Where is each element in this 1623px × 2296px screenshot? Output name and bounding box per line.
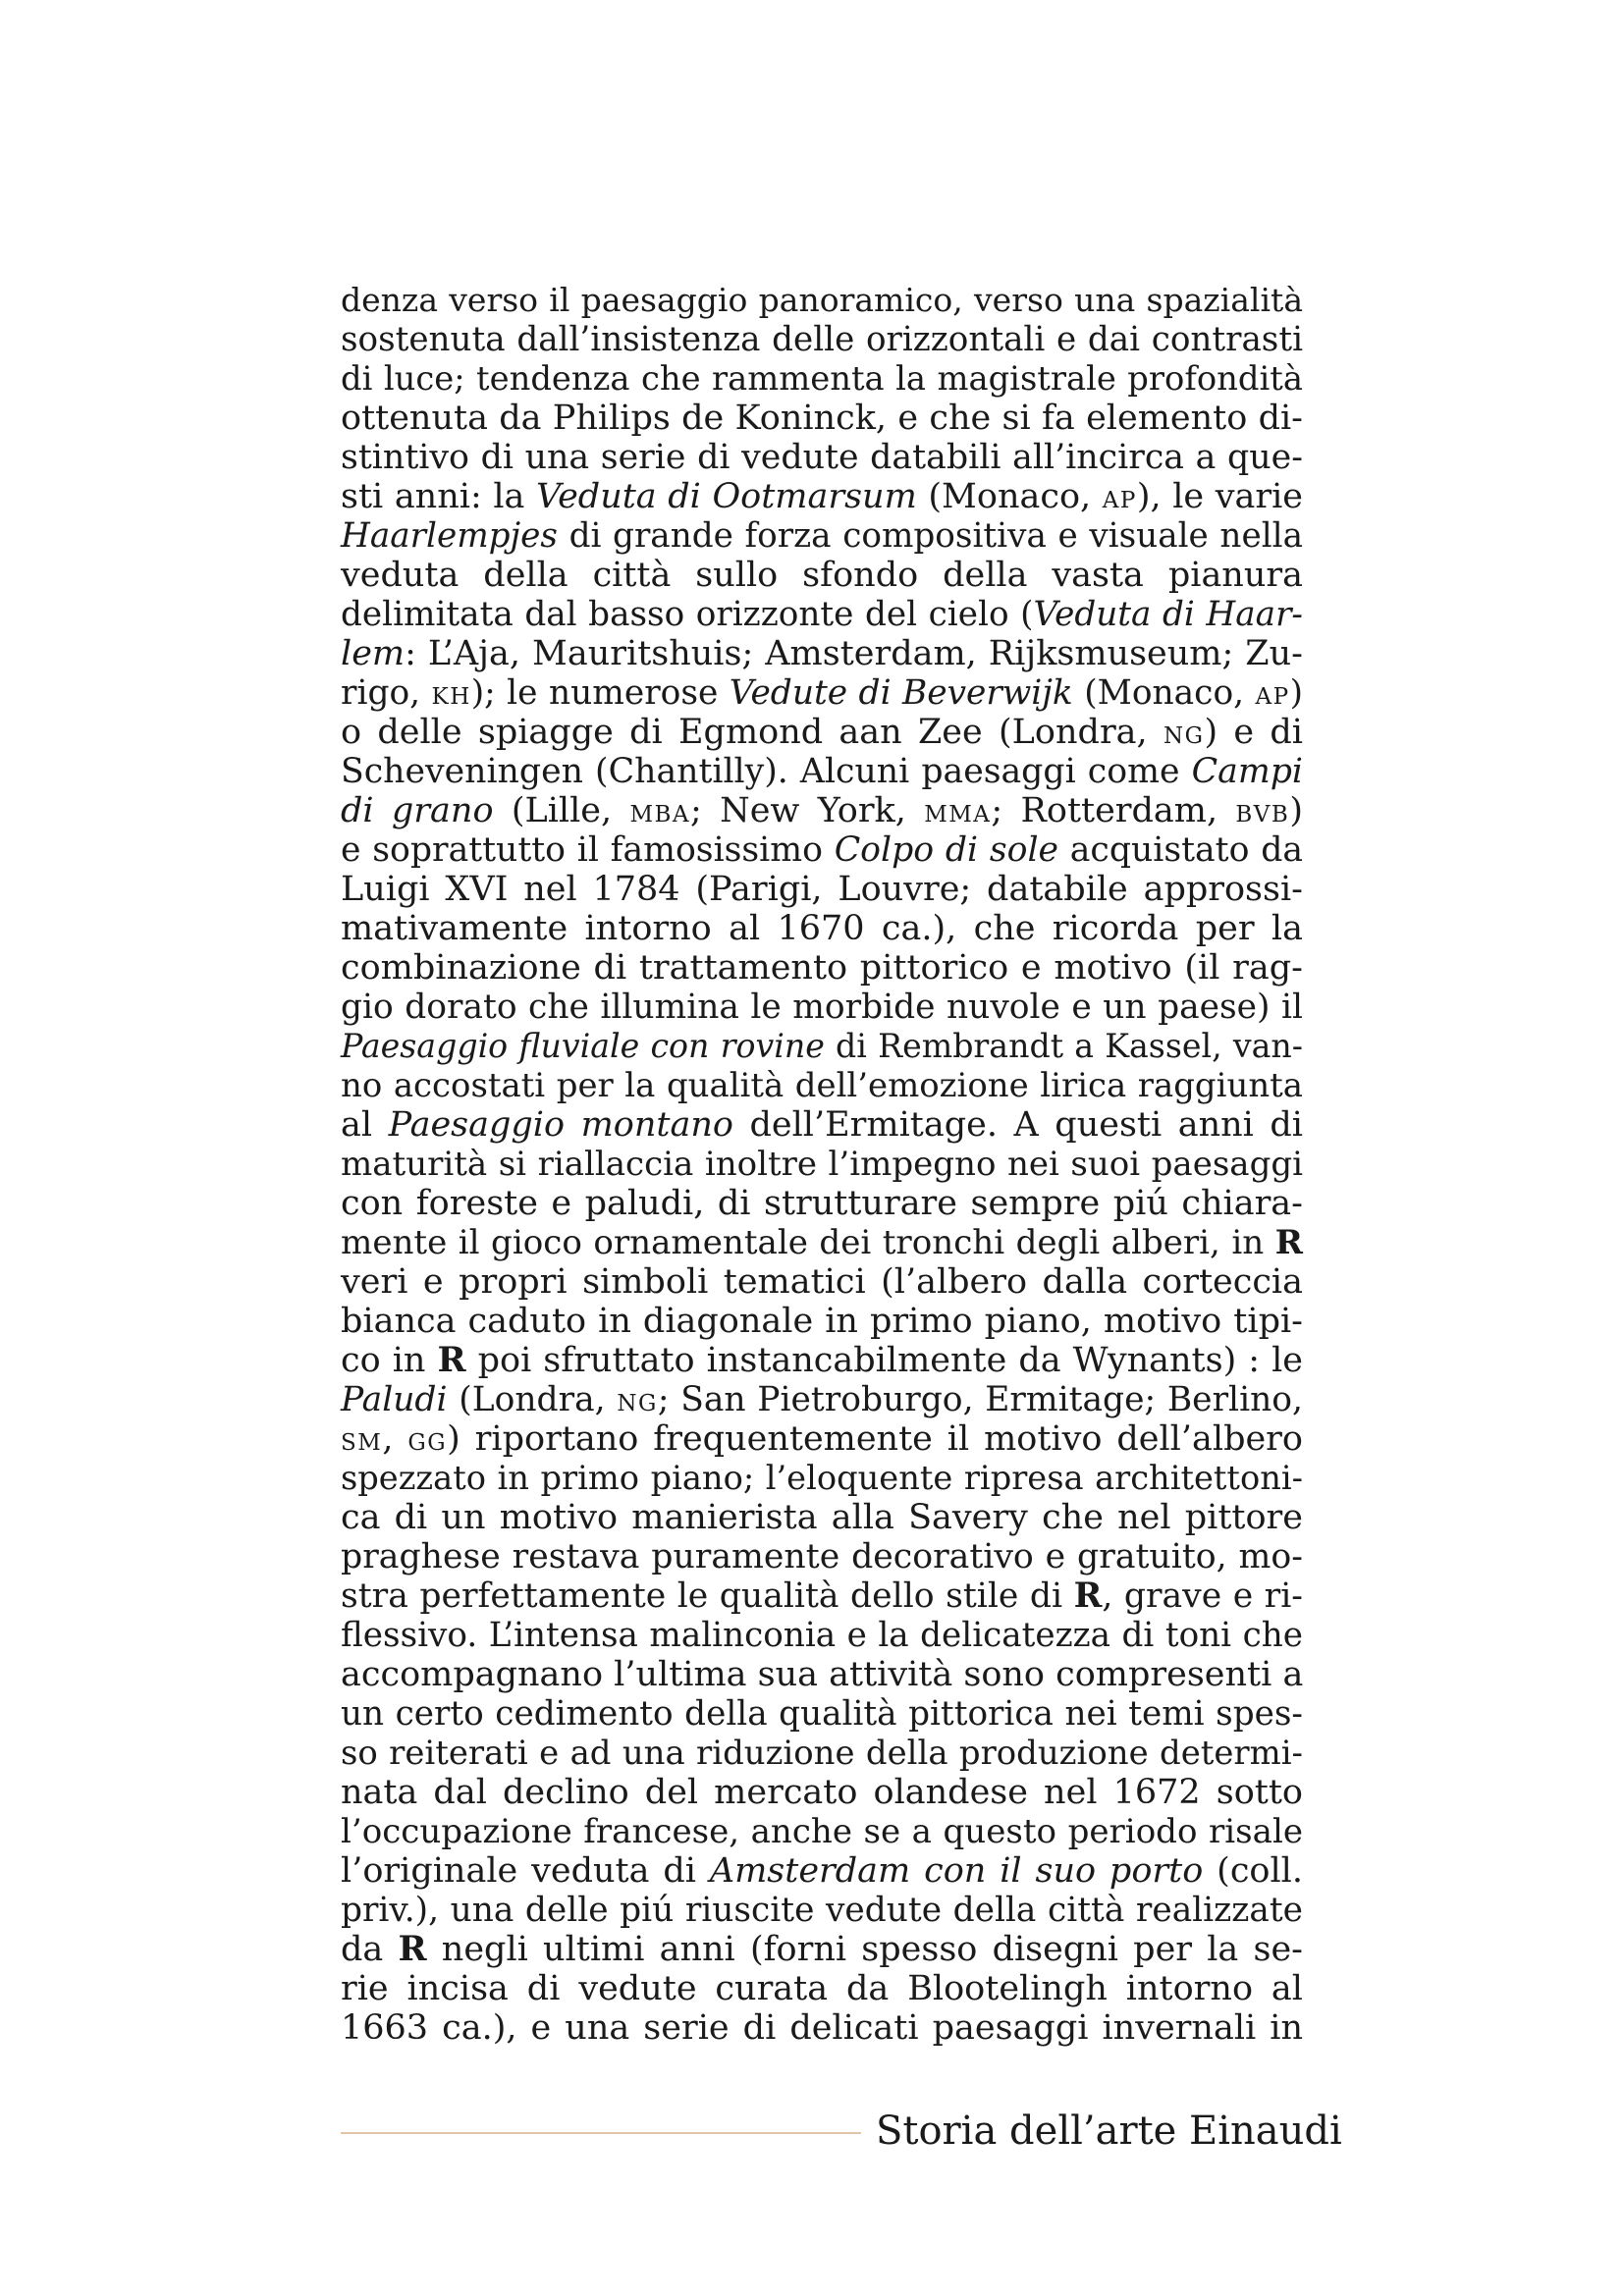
text-run: Campi bbox=[1191, 752, 1303, 791]
body-text bbox=[341, 281, 1303, 2048]
text-line bbox=[341, 359, 1303, 399]
text-run: da bbox=[341, 1930, 399, 1969]
text-line bbox=[341, 1145, 1303, 1184]
footer-title: Storia dell’arte Einaudi bbox=[876, 2109, 1342, 2154]
text-run: sostenuta dall’insistenza delle orizzontali e dai contrasti bbox=[341, 320, 1303, 359]
text-run: Vedute di Beverwijk bbox=[729, 673, 1073, 713]
text-line bbox=[341, 830, 1303, 870]
text-run: gio dorato che illumina le morbide nuvole e un paese) il bbox=[341, 988, 1303, 1027]
text-run: AP bbox=[1255, 684, 1290, 710]
text-run: (Lille, bbox=[493, 791, 630, 830]
text-run: (Londra, bbox=[447, 1380, 618, 1419]
text-line bbox=[341, 948, 1303, 988]
text-line bbox=[341, 2008, 1303, 2048]
text-run: Veduta di Haar- bbox=[1033, 595, 1303, 634]
text-run: rigo, bbox=[341, 673, 432, 713]
text-line bbox=[341, 595, 1303, 634]
text-run: MMA bbox=[924, 802, 992, 828]
text-run: Paesaggio fluviale con rovine bbox=[341, 1027, 825, 1065]
text-run: ) riportano frequentemente il motivo dell’albero bbox=[447, 1419, 1303, 1459]
text-line bbox=[341, 1419, 1303, 1459]
text-run: stra perfettamente le qualità dello stile di bbox=[341, 1576, 1074, 1616]
text-run: NG bbox=[617, 1391, 658, 1416]
text-line bbox=[341, 1459, 1303, 1498]
text-line bbox=[341, 1891, 1303, 1930]
text-run: ; San Pietroburgo, Ermitage; Berlino, bbox=[657, 1380, 1303, 1419]
text-run: priv.), una delle piú riuscite vedute della città realizzate bbox=[341, 1891, 1303, 1930]
text-line bbox=[341, 1616, 1303, 1655]
text-run: maturità si riallaccia inoltre l’impegno nei suoi paesaggi bbox=[341, 1145, 1303, 1184]
text-run: SM bbox=[341, 1430, 383, 1456]
text-line bbox=[341, 1537, 1303, 1576]
text-run: e soprattutto il famosissimo bbox=[341, 830, 835, 870]
text-line bbox=[341, 1184, 1303, 1223]
text-run: spezzato in primo piano; l’eloquente ripresa architettoni- bbox=[341, 1459, 1303, 1497]
text-run: BVB bbox=[1235, 802, 1290, 828]
text-run: nata dal declino del mercato olandese nel 1672 sotto bbox=[341, 1773, 1303, 1812]
text-line bbox=[341, 752, 1303, 791]
text-run: (Monaco, bbox=[916, 477, 1103, 516]
text-run: di grano bbox=[341, 791, 494, 830]
text-line bbox=[341, 320, 1303, 359]
text-run: mente il gioco ornamentale dei tronchi degli alberi, in bbox=[341, 1223, 1275, 1262]
text-line bbox=[341, 1930, 1303, 1969]
text-run: di luce; tendenza che rammenta la magistrale profondità bbox=[341, 359, 1303, 398]
text-run: AP bbox=[1102, 488, 1137, 513]
text-run: (coll. bbox=[1203, 1851, 1304, 1891]
text-run: R bbox=[1073, 1576, 1103, 1616]
text-run: negli ultimi anni (forni spesso disegni per la se- bbox=[426, 1930, 1303, 1969]
text-run: mativamente intorno al 1670 ca.), che ricorda per la bbox=[341, 909, 1303, 948]
text-line bbox=[341, 1655, 1303, 1694]
text-run: di grande forza compositiva e visuale nella bbox=[557, 516, 1303, 556]
text-line bbox=[341, 1851, 1303, 1891]
text-run: stintivo di una serie di vedute databili all’incirca a que- bbox=[341, 438, 1303, 477]
text-run: di Rembrandt a Kassel, van- bbox=[824, 1027, 1303, 1065]
text-run: Paludi bbox=[341, 1380, 448, 1419]
text-run: combinazione di trattamento pittorico e motivo (il rag- bbox=[341, 948, 1303, 988]
text-run: , grave e ri- bbox=[1102, 1576, 1303, 1616]
text-run: flessivo. L’intensa malinconia e la delicatezza di toni che bbox=[341, 1616, 1303, 1655]
text-run: R bbox=[1274, 1223, 1303, 1262]
text-run: ), le varie bbox=[1136, 477, 1304, 516]
text-run: 1663 ca.), e una serie di delicati paesaggi invernali in bbox=[341, 2008, 1303, 2048]
text-run: un certo cedimento della qualità pittorica nei temi spes- bbox=[341, 1694, 1303, 1734]
text-run: R bbox=[437, 1340, 466, 1380]
text-line bbox=[341, 281, 1303, 320]
text-run: ) bbox=[1289, 673, 1304, 713]
text-run: ; New York, bbox=[690, 791, 925, 830]
text-line bbox=[341, 1262, 1303, 1302]
text-run: NG bbox=[1163, 723, 1205, 749]
text-run: no accostati per la qualità dell’emozione lirica raggiunta bbox=[341, 1066, 1303, 1104]
text-run: rie incisa di vedute curata da Blootelingh intorno al bbox=[341, 1969, 1303, 2008]
text-run: l’originale veduta di bbox=[341, 1851, 710, 1891]
text-run: Scheveningen (Chantilly). Alcuni paesaggi come bbox=[341, 752, 1192, 791]
text-line bbox=[341, 1694, 1303, 1734]
text-run: , bbox=[382, 1419, 408, 1459]
text-run: o delle spiagge di Egmond aan Zee (Londra, bbox=[341, 713, 1163, 752]
text-run: delimitata dal basso orizzonte del cielo ( bbox=[341, 595, 1034, 634]
text-line bbox=[341, 1812, 1303, 1851]
text-run: (Monaco, bbox=[1072, 673, 1256, 713]
text-line bbox=[341, 516, 1303, 556]
text-run: ; Rotterdam, bbox=[991, 791, 1236, 830]
text-line bbox=[341, 1027, 1303, 1066]
text-line bbox=[341, 1969, 1303, 2008]
text-run: so reiterati e ad una riduzione della produzione determi- bbox=[341, 1734, 1303, 1772]
text-run: veduta della città sullo sfondo della vasta pianura bbox=[341, 556, 1303, 595]
text-line bbox=[341, 1341, 1303, 1380]
text-run: ottenuta da Philips de Koninck, e che si fa elemento di- bbox=[341, 399, 1303, 438]
text-run: dell’Ermitage. A questi anni di bbox=[732, 1105, 1303, 1145]
text-run: denza verso il paesaggio panoramico, verso una spazialità bbox=[341, 281, 1303, 319]
text-run: Veduta di Ootmarsum bbox=[536, 477, 917, 516]
text-run: poi sfruttato instancabilmente da Wynants) : le bbox=[465, 1341, 1303, 1380]
text-line bbox=[341, 1223, 1303, 1262]
text-run: Paesaggio montano bbox=[388, 1105, 733, 1145]
text-run: Luigi XVI nel 1784 (Parigi, Louvre; databile approssi- bbox=[341, 870, 1303, 909]
text-line bbox=[341, 1302, 1303, 1341]
text-run: GG bbox=[407, 1430, 448, 1456]
text-line bbox=[341, 988, 1303, 1027]
text-run: acquistato da bbox=[1058, 830, 1303, 870]
text-run: ) bbox=[1289, 791, 1303, 830]
text-run: co in bbox=[341, 1341, 438, 1380]
text-run: sti anni: la bbox=[341, 477, 537, 516]
text-line bbox=[341, 1066, 1303, 1105]
text-line bbox=[341, 870, 1303, 909]
text-line bbox=[341, 1576, 1303, 1616]
footer-rule bbox=[341, 2132, 861, 2134]
text-run: lem bbox=[341, 634, 406, 673]
text-run: veri e propri simboli tematici (l’albero dalla corteccia bbox=[341, 1262, 1303, 1302]
text-run: Colpo di sole bbox=[834, 830, 1059, 870]
text-line bbox=[341, 713, 1303, 752]
text-run: Amsterdam con il suo porto bbox=[709, 1851, 1204, 1891]
text-line bbox=[341, 556, 1303, 595]
text-run: : L’Aja, Mauritshuis; Amsterdam, Rijksmuseum; Zu- bbox=[405, 634, 1303, 673]
text-line bbox=[341, 1773, 1303, 1812]
text-run: ); le numerose bbox=[470, 673, 730, 713]
text-line bbox=[341, 1380, 1303, 1419]
text-run: Haarlempjes bbox=[341, 516, 558, 556]
text-line bbox=[341, 673, 1303, 713]
text-line bbox=[341, 1734, 1303, 1773]
text-run: accompagnano l’ultima sua attività sono compresenti a bbox=[341, 1655, 1304, 1694]
text-line bbox=[341, 791, 1303, 830]
text-run: KH bbox=[431, 684, 471, 710]
text-run: R bbox=[398, 1929, 427, 1969]
text-line bbox=[341, 399, 1303, 438]
text-line bbox=[341, 477, 1303, 516]
text-line bbox=[341, 1498, 1303, 1537]
text-run: al bbox=[341, 1105, 389, 1145]
text-line bbox=[341, 909, 1303, 948]
text-run: MBA bbox=[629, 802, 690, 828]
text-run: con foreste e paludi, di strutturare sempre piú chiara- bbox=[341, 1184, 1303, 1223]
text-run: praghese restava puramente decorativo e gratuito, mo- bbox=[341, 1537, 1303, 1576]
text-line bbox=[341, 1105, 1303, 1145]
text-run: bianca caduto in diagonale in primo piano, motivo tipi- bbox=[341, 1302, 1303, 1341]
text-run: l’occupazione francese, anche se a questo periodo risale bbox=[341, 1812, 1303, 1851]
text-run: ) e di bbox=[1204, 713, 1303, 752]
text-line bbox=[341, 438, 1303, 477]
text-run: ca di un motivo manierista alla Savery che nel pittore bbox=[341, 1498, 1303, 1537]
text-line bbox=[341, 634, 1303, 673]
